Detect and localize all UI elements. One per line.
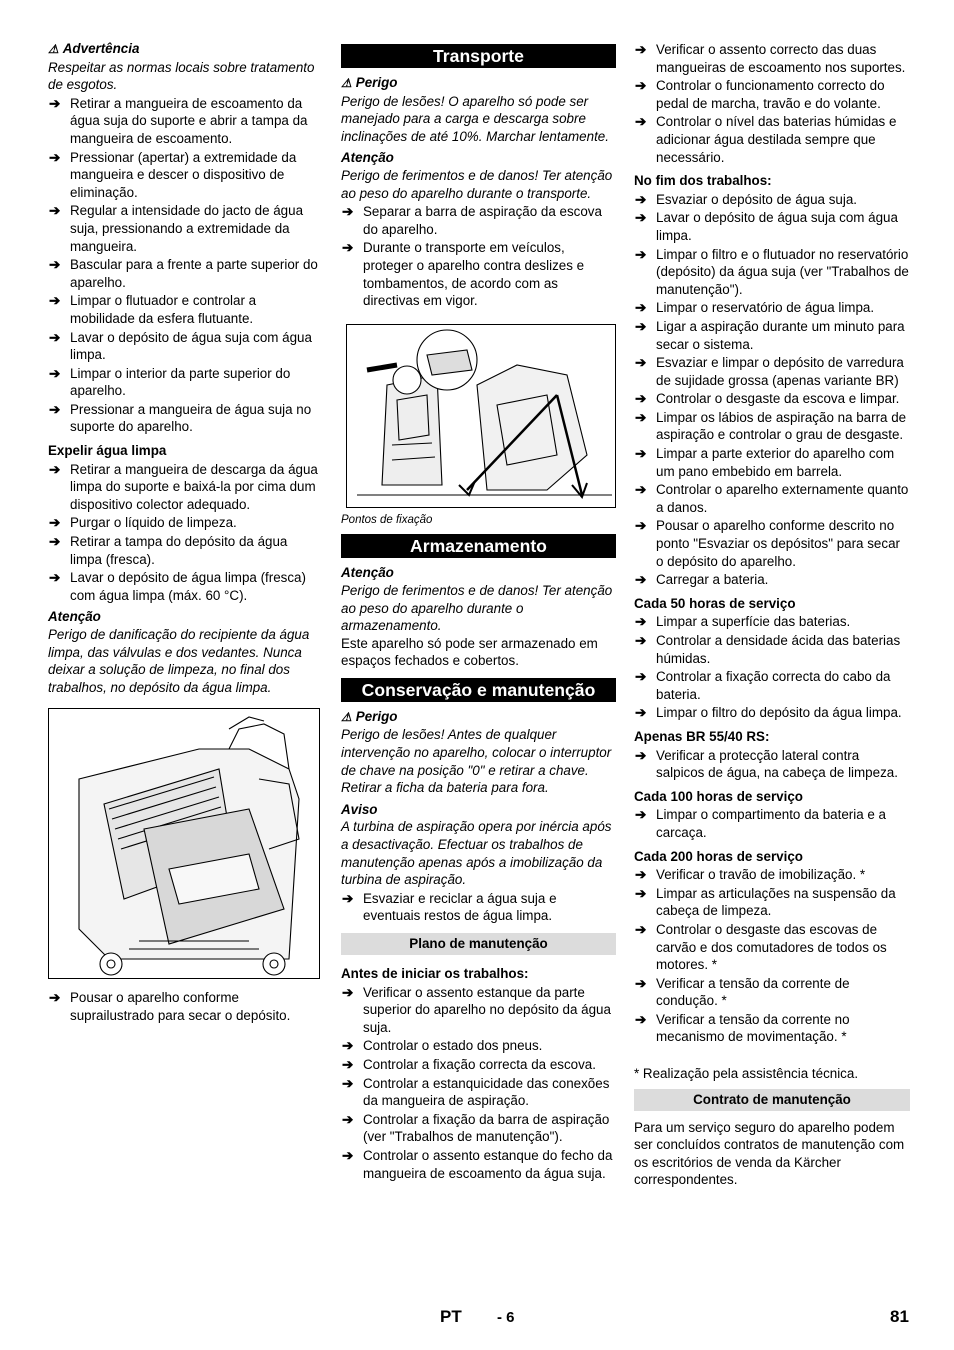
arrow-icon: ➔ (635, 300, 647, 316)
arrow-icon: ➔ (635, 446, 647, 462)
step-list (634, 191, 910, 589)
list-item-text: Durante o transporte em veículos, proteger o aparelho contra deslizes e tombamentos, de acordo com as directivas em vigor. (363, 240, 585, 309)
arrow-icon: ➔ (49, 329, 61, 345)
list-item-text: Controlar o nível das baterias húmidas e adicionar água destilada sempre que necessário. (656, 114, 897, 165)
list-item (634, 409, 910, 444)
arrow-icon: ➔ (635, 482, 647, 498)
arrow-icon: ➔ (635, 114, 647, 130)
list-item (341, 984, 616, 1037)
contract-text: Para um serviço seguro do aparelho podem ser concluídos contratos de manutenção com os escritórios de venda da Kärcher correspondentes. (634, 1119, 905, 1188)
arrow-icon: ➔ (342, 1075, 354, 1091)
arrow-icon: ➔ (635, 572, 647, 588)
step-list (48, 989, 320, 1024)
step-list (634, 747, 910, 782)
list-item-text: Esvaziar o depósito de água suja. (656, 191, 857, 207)
list-item (341, 1075, 616, 1110)
list-item-text: Limpar os lábios de aspiração na barra de aspiração e controlar o grau de desgaste. (656, 409, 907, 443)
section-title-br: Apenas BR 55/40 RS: (634, 728, 770, 744)
section-title-before: Antes de iniciar os trabalhos: (341, 966, 529, 981)
warning-heading: ⚠ Advertência (48, 41, 140, 56)
list-item (48, 989, 320, 1024)
arrow-icon: ➔ (49, 149, 61, 165)
arrow-icon: ➔ (49, 95, 61, 111)
storage-text: Este aparelho só pode ser armazenado em espaços fechados e cobertos. (341, 635, 598, 669)
footer-language: PT (440, 1307, 462, 1326)
arrow-icon: ➔ (635, 705, 647, 721)
list-item (634, 866, 910, 884)
list-item-text: Controlar o assento estanque do fecho da mangueira de escoamento da água suja. (363, 1147, 613, 1181)
list-item (634, 806, 910, 841)
list-item-text: Pousar o aparelho conforme descrito no ponto "Esvaziar os depósitos" para secar o depósito do aparelho. (656, 518, 900, 569)
list-item-text: Controlar o aparelho externamente quanto a danos. (656, 482, 909, 515)
step-list (341, 984, 616, 1183)
list-item-text: Limpar o filtro e o flutuador no reservatório (depósito) da água suja (ver "Trabalhos de manutenção"). (656, 246, 909, 297)
arrow-icon: ➔ (635, 975, 647, 991)
list-item (634, 517, 910, 570)
list-item-text: Limpar o reservatório de água limpa. (656, 300, 875, 316)
arrow-icon: ➔ (49, 570, 61, 586)
list-item (634, 668, 910, 703)
footer-page-number: 81 (890, 1307, 909, 1326)
heading-maintenance-plan: Plano de manutenção (341, 933, 616, 955)
list-item-text: Lavar o depósito de água suja com água limpa. (656, 210, 898, 243)
storage-attention-heading: Atenção (341, 565, 394, 581)
arrow-icon: ➔ (342, 890, 354, 906)
step-list (341, 890, 616, 925)
list-item (634, 41, 910, 76)
list-item (48, 149, 320, 202)
list-item (341, 1111, 616, 1146)
arrow-icon: ➔ (49, 293, 61, 309)
list-item (341, 1037, 616, 1055)
list-item-text: Regular a intensidade do jacto de água suja, pressionando a extremidade da mangueira. (70, 203, 304, 254)
warning-icon: ⚠ (341, 709, 352, 724)
step-list (634, 41, 910, 166)
arrow-icon: ➔ (635, 614, 647, 630)
list-item-text: Verificar o assento correcto das duas mangueiras de escoamento nos suportes. (656, 42, 906, 75)
list-item-text: Pressionar a mangueira de água suja no suporte do aparelho. (70, 401, 312, 435)
arrow-icon: ➔ (635, 633, 647, 648)
arrow-icon: ➔ (342, 240, 354, 256)
list-item-text: Controlar o funcionamento correcto do pedal de marcha, travão e do volante. (656, 78, 885, 111)
list-item (634, 318, 910, 353)
column-3 (634, 40, 910, 1189)
attention-heading: Atenção (341, 150, 394, 166)
arrow-icon: ➔ (635, 246, 647, 262)
list-item-text: Limpar o flutuador e controlar a mobilidade da esfera flutuante. (70, 293, 257, 326)
list-item-text: Controlar a estanquicidade das conexões da mangueira de aspiração. (363, 1075, 610, 1109)
list-item (48, 202, 320, 255)
list-item-text: Limpar o filtro do depósito da água limpa. (656, 705, 902, 721)
column-1 (48, 40, 320, 1025)
list-item (48, 95, 320, 148)
maint-danger-heading: ⚠ Perigo (341, 708, 398, 724)
list-item (48, 514, 320, 532)
danger-text: Perigo de lesões! O aparelho só pode ser manejado para a carga e descarga sobre inclinações de até 10%. Marchar lentamente. (341, 93, 609, 144)
arrow-icon: ➔ (342, 1038, 354, 1054)
column-2 (341, 40, 616, 1182)
list-item (48, 569, 320, 604)
arrow-icon: ➔ (635, 391, 647, 407)
section-title-200h: Cada 200 horas de serviço (634, 848, 803, 864)
list-item-text: Limpar as articulações na suspensão da cabeça de limpeza. (656, 885, 896, 919)
figure-tilted-device (48, 708, 320, 979)
notice-text: A turbina de aspiração opera por inércia após a desactivação. Efectuar os trabalhos de manutenção apenas após a imobilização da turbina de aspiração. (341, 819, 612, 888)
figure-caption: Pontos de fixação (341, 513, 433, 526)
list-item-text: Ligar a aspiração durante um minuto para secar o sistema. (656, 318, 905, 352)
list-item-text: Retirar a tampa do depósito da água limpa (fresca). (70, 534, 288, 567)
storage-attention-text: Perigo de ferimentos e de danos! Ter atenção ao peso do aparelho durante o armazenamento. (341, 582, 613, 634)
list-item (634, 1011, 910, 1046)
step-list (634, 866, 910, 1046)
list-item (634, 704, 910, 722)
list-item (48, 365, 320, 400)
list-item (634, 747, 910, 782)
list-item-text: Verificar a protecção lateral contra salpicos de água, na cabeça de limpeza. (656, 747, 898, 781)
arrow-icon: ➔ (342, 1111, 354, 1127)
list-item-text: Controlar o estado dos pneus. (363, 1038, 543, 1054)
danger-heading: ⚠ Perigo (341, 75, 398, 90)
list-item-text: Verificar a tensão da corrente de condução. * (656, 975, 850, 1009)
section-title-100h: Cada 100 horas de serviço (634, 788, 803, 804)
arrow-icon: ➔ (342, 984, 354, 1000)
list-item (634, 632, 910, 667)
list-item-text: Bascular para a frente a parte superior do aparelho. (70, 257, 318, 290)
list-item-text: Controlar o desgaste das escovas de carvão e dos comutadores de todos os motores. * (656, 921, 887, 973)
step-list (48, 461, 320, 605)
list-item (341, 890, 616, 925)
attention-text: Perigo de ferimentos e de danos! Ter atenção ao peso do aparelho durante o transporte. (341, 167, 613, 201)
list-item-text: Controlar o desgaste da escova e limpar. (656, 391, 900, 407)
list-item (634, 390, 910, 408)
arrow-icon: ➔ (635, 191, 647, 207)
arrow-icon: ➔ (635, 867, 647, 883)
step-list (634, 613, 910, 722)
warning-icon: ⚠ (48, 42, 59, 56)
list-item (341, 239, 616, 309)
list-item-text: Lavar o depósito de água limpa (fresca) com água limpa (máx. 60 °C). (70, 570, 306, 603)
section-title-50h: Cada 50 horas de serviço (634, 595, 796, 611)
arrow-icon: ➔ (49, 365, 61, 381)
list-item (634, 975, 910, 1010)
list-item-text: Pressionar (apertar) a extremidade da mangueira e descer o dispositivo de eliminação. (70, 149, 297, 200)
list-item-text: Retirar a mangueira de descarga da água limpa do suporte e baixá-la por cima dum dispositivo colector adequado. (70, 461, 318, 512)
arrow-icon: ➔ (635, 78, 647, 94)
arrow-icon: ➔ (49, 990, 61, 1006)
arrow-icon: ➔ (49, 257, 61, 273)
fixing-points-illustration (347, 325, 615, 507)
heading-transport: Transporte (341, 44, 616, 68)
list-item-text: Limpar o compartimento da bateria e a carcaça. (656, 807, 886, 840)
figure-fixing-points (346, 324, 616, 508)
attention-heading: Atenção (48, 609, 101, 625)
arrow-icon: ➔ (635, 210, 647, 226)
list-item (634, 354, 910, 389)
list-item-text: Verificar o travão de imobilização. * (656, 867, 866, 883)
tilted-device-illustration (49, 709, 319, 978)
arrow-icon: ➔ (635, 42, 647, 57)
arrow-icon: ➔ (49, 203, 61, 219)
list-item (48, 329, 320, 364)
step-list (341, 203, 616, 310)
footnote: * Realização pela assistência técnica. (634, 1066, 859, 1082)
notice-heading: Aviso (341, 801, 378, 817)
section-title-expel: Expelir água limpa (48, 443, 167, 459)
list-item (48, 461, 320, 514)
list-item (634, 613, 910, 631)
list-item-text: Controlar a densidade ácida das baterias húmidas. (656, 633, 901, 666)
arrow-icon: ➔ (49, 534, 61, 550)
list-item (341, 1056, 616, 1074)
list-item (48, 401, 320, 436)
list-item-text: Limpar a superfície das baterias. (656, 614, 851, 630)
list-item-text: Separar a barra de aspiração da escova do aparelho. (363, 204, 602, 237)
list-item (634, 246, 910, 299)
list-item-text: Controlar a fixação correcta da escova. (363, 1056, 596, 1072)
list-item-text: Controlar a fixação da barra de aspiração (ver "Trabalhos de manutenção"). (363, 1111, 610, 1145)
list-item-text: Lavar o depósito de água suja com água limpa. (70, 329, 312, 363)
list-item-text: Verificar a tensão da corrente no mecanismo de movimentação. * (656, 1011, 850, 1045)
arrow-icon: ➔ (49, 461, 61, 477)
list-item (341, 1147, 616, 1182)
arrow-icon: ➔ (342, 1056, 354, 1072)
list-item (48, 256, 320, 291)
heading-contract: Contrato de manutenção (634, 1089, 910, 1111)
arrow-icon: ➔ (635, 669, 647, 685)
list-item (634, 191, 910, 209)
list-item-text: Verificar o assento estanque da parte superior do aparelho no depósito da água suja. (363, 984, 611, 1035)
list-item (634, 299, 910, 317)
arrow-icon: ➔ (342, 204, 354, 220)
warning-text: Respeitar as normas locais sobre tratamento de esgotos. (48, 59, 315, 93)
list-item (634, 481, 910, 516)
heading-storage: Armazenamento (341, 534, 616, 558)
section-title-end: No fim dos trabalhos: (634, 173, 772, 189)
list-item (341, 203, 616, 238)
maint-danger-text: Perigo de lesões! Antes de qualquer intervenção no aparelho, colocar o interruptor de chave na posição "0" e retirar a chave. Retirar a ficha da bateria para fora. (341, 727, 612, 796)
heading-maintenance: Conservação e manutenção (341, 678, 616, 702)
arrow-icon: ➔ (635, 409, 647, 425)
arrow-icon: ➔ (635, 518, 647, 534)
list-item-text: Purgar o líquido de limpeza. (70, 515, 237, 531)
list-item (634, 571, 910, 589)
list-item (48, 533, 320, 568)
step-list (634, 806, 910, 841)
list-item-text: Carregar a bateria. (656, 572, 769, 588)
list-item (634, 445, 910, 480)
arrow-icon: ➔ (635, 747, 647, 763)
footer-local-page: - 6 (497, 1309, 515, 1326)
step-list (48, 95, 320, 436)
list-item (634, 113, 910, 166)
arrow-icon: ➔ (635, 1011, 647, 1027)
list-item (634, 885, 910, 920)
list-item (48, 292, 320, 327)
list-item (634, 209, 910, 244)
list-item-text: Retirar a mangueira de escoamento da água suja do suporte e abrir a tampa da mangueira de escoamento. (70, 95, 308, 146)
arrow-icon: ➔ (49, 515, 61, 531)
list-item-text: Pousar o aparelho conforme suprailustrado para secar o depósito. (70, 990, 291, 1023)
list-item (634, 77, 910, 112)
arrow-icon: ➔ (49, 401, 61, 417)
list-item-text: Esvaziar e limpar o depósito de varredura de sujidade grossa (apenas variante BR) (656, 355, 904, 388)
arrow-icon: ➔ (635, 355, 647, 371)
list-item-text: Controlar a fixação correcta do cabo da bateria. (656, 669, 891, 702)
arrow-icon: ➔ (635, 807, 647, 823)
arrow-icon: ➔ (635, 885, 647, 901)
list-item (634, 921, 910, 974)
attention-text: Perigo de danificação do recipiente da água limpa, das válvulas e dos vedantes. Nunca deixar a solução de limpeza, no final dos trabalhos, no depósito da água limpa. (48, 627, 310, 695)
list-item-text: Limpar o interior da parte superior do aparelho. (70, 365, 291, 399)
list-item-text: Limpar a parte exterior do aparelho com um pano embebido em barrela. (656, 446, 895, 479)
list-item-text: Esvaziar e reciclar a água suja e eventuais restos de água limpa. (363, 890, 557, 924)
arrow-icon: ➔ (635, 318, 647, 334)
warning-icon: ⚠ (341, 76, 352, 90)
arrow-icon: ➔ (342, 1147, 354, 1163)
arrow-icon: ➔ (635, 921, 647, 937)
